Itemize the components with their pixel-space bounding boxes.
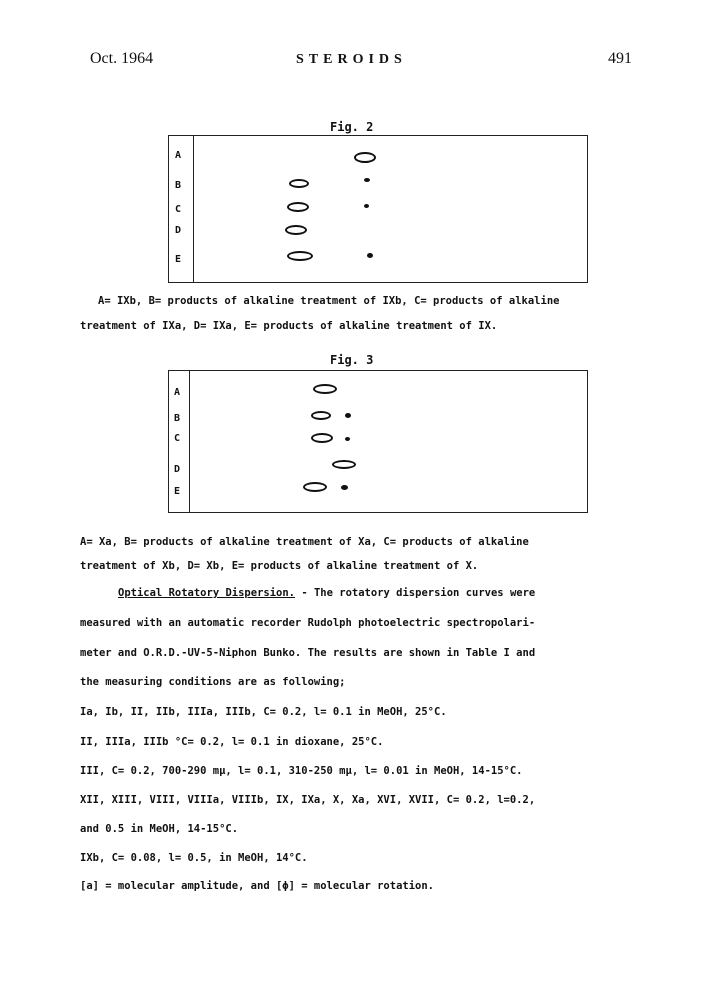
ord-intro-line4: the measuring conditions are as following; [80,676,346,688]
fig2-dot-c [364,204,369,208]
fig3-title: Fig. 3 [330,353,374,367]
ord-condition-4: XII, XIII, VIII, VIIIa, VIIIb, IX, IXa, X, Xa, XVI, XVII, C= 0.2, l=0.2, [80,794,536,806]
fig2-lane-c: C [175,204,182,215]
ord-condition-1: Ia, Ib, II, IIb, IIIa, IIIb, C= 0.2, l= 0.1 in MeOH, 25°C. [80,706,447,718]
ord-condition-5: and 0.5 in MeOH, 14-15°C. [80,823,239,835]
fig2-lane-e: E [175,254,182,265]
fig2-lane-b: B [175,180,182,191]
fig3-dot-b [345,413,351,418]
fig3-chromatogram [168,370,588,513]
ord-paragraph [118,587,535,599]
fig3-dot-e [341,485,348,490]
fig3-spot-e [303,482,327,492]
ord-condition-3: III, C= 0.2, 700-290 mμ, l= 0.1, 310-250 mμ, l= 0.01 in MeOH, 14-15°C. [80,765,523,777]
ord-heading: Optical Rotatory Dispersion. [118,587,296,599]
ord-footnote: [a] = molecular amplitude, and [ϕ] = molecular rotation. [80,880,435,892]
fig3-dot-c [345,437,350,441]
fig2-caption-line2: treatment of IXa, D= IXa, E= products of alkaline treatment of IX. [80,320,498,332]
fig2-dot-b [364,178,370,182]
fig3-spot-b [311,411,331,420]
fig3-caption-line1: A= Xa, B= products of alkaline treatment of Xa, C= products of alkaline [80,536,529,548]
fig2-spot-c [287,202,309,212]
fig2-lane-a: A [175,150,182,161]
fig2-title: Fig. 2 [330,120,374,134]
fig3-lane-d: D [174,464,181,475]
ord-intro-line3: meter and O.R.D.-UV-5-Niphon Bunko. The results are shown in Table I and [80,647,536,659]
fig3-spot-c [311,433,333,443]
ord-intro-line1: - The rotatory dispersion curves were [295,587,536,599]
page-number: 491 [608,50,632,67]
journal-title: STEROIDS [296,52,407,67]
fig2-dot-e [367,253,373,258]
fig2-chromatogram [168,135,588,283]
fig2-lane-column [169,136,194,282]
journal-date: Oct. 1964 [90,50,154,67]
fig2-spot-e [287,251,313,261]
fig2-spot-b [289,179,309,188]
fig3-lane-c: C [174,433,181,444]
ord-condition-2: II, IIIa, IIIb °C= 0.2, l= 0.1 in dioxane, 25°C. [80,736,384,748]
fig3-spot-d [332,460,356,469]
fig2-spot-a [354,152,376,163]
ord-condition-6: IXb, C= 0.08, l= 0.5, in MeOH, 14°C. [80,852,308,864]
fig3-lane-e: E [174,486,181,497]
fig2-caption-line1: A= IXb, B= products of alkaline treatment of IXb, C= products of alkaline [98,295,560,307]
fig3-lane-a: A [174,387,181,398]
fig2-lane-d: D [175,225,182,236]
ord-intro-line2: measured with an automatic recorder Rudolph photoelectric spectropolari- [80,617,536,629]
fig3-caption-line2: treatment of Xb, D= Xb, E= products of alkaline treatment of X. [80,560,479,572]
fig3-lane-b: B [174,413,181,424]
fig2-spot-d [285,225,307,235]
fig3-spot-a [313,384,337,394]
